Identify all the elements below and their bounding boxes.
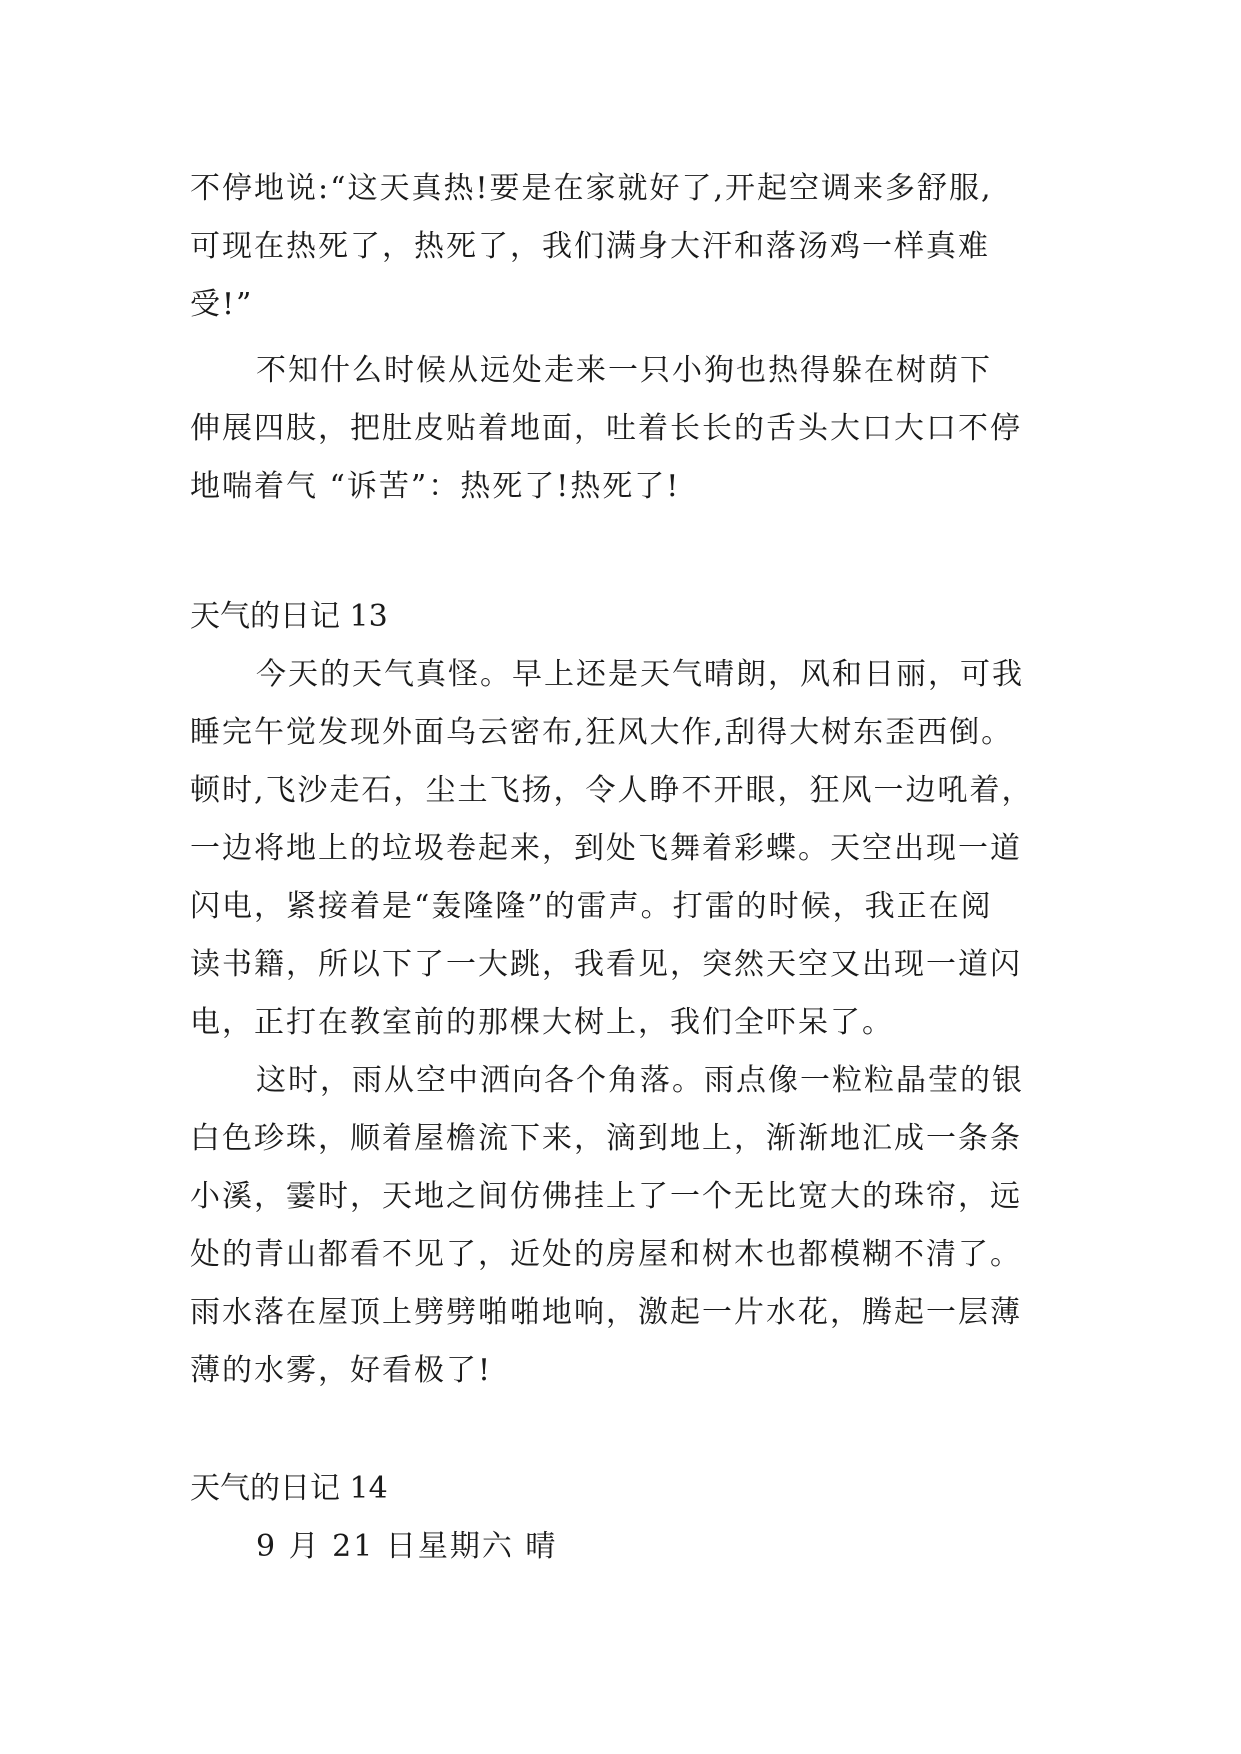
text-line: 小溪，霎时，天地之间仿佛挂上了一个无比宽大的珠帘，远 [190, 1179, 1022, 1214]
text-line: 睡完午觉发现外面乌云密布,狂风大作,刮得大树东歪西倒。 [190, 715, 1014, 750]
document-body [190, 160, 1060, 1576]
text-line: 可现在热死了，热死了，我们满身大汗和落汤鸡一样真难 [190, 229, 990, 264]
paragraph-dog [190, 342, 1060, 516]
text-line: 伸展四肢，把肚皮贴着地面，吐着长长的舌头大口大口不停 [190, 411, 1022, 446]
text-line: 闪电，紧接着是“轰隆隆”的雷声。打雷的时候，我正在阅 [190, 889, 993, 924]
text-line: 不停地说:“这天真热!要是在家就好了,开起空调来多舒服, [190, 171, 993, 206]
text-line: 薄的水雾，好看极了! [190, 1353, 493, 1388]
section-13-paragraph-2 [190, 1052, 1060, 1400]
text-line: 地喘着气 “诉苦”：热死了!热死了! [190, 469, 681, 504]
text-line: 不知什么时候从远处走来一只小狗也热得躲在树荫下 [256, 353, 992, 388]
text-line: 雨水落在屋顶上劈劈啪啪地响，激起一片水花，腾起一层薄 [190, 1295, 1022, 1330]
text-line: 这时，雨从空中洒向各个角落。雨点像一粒粒晶莹的银 [256, 1063, 1024, 1098]
text-line: 白色珍珠，顺着屋檐流下来，滴到地上，渐渐地汇成一条条 [190, 1121, 1022, 1156]
text-line: 读书籍，所以下了一大跳，我看见，突然天空又出现一道闪 [190, 947, 1022, 982]
section-13-paragraph-1 [190, 646, 1060, 1052]
text-line: 受!” [190, 287, 254, 322]
section-title-14: 天气的日记 14 [190, 1471, 388, 1506]
text-line: 一边将地上的垃圾卷起来，到处飞舞着彩蝶。天空出现一道 [190, 831, 1022, 866]
section-title-13: 天气的日记 13 [190, 599, 388, 634]
paragraph-continued [190, 160, 1060, 334]
text-line: 今天的天气真怪。早上还是天气晴朗，风和日丽，可我 [256, 657, 1024, 692]
text-line: 电，正打在教室前的那棵大树上，我们全吓呆了。 [190, 1005, 894, 1040]
text-line: 处的青山都看不见了，近处的房屋和树木也都模糊不清了。 [190, 1237, 1022, 1272]
text-line: 顿时,飞沙走石，尘土飞扬，令人睁不开眼，狂风一边吼着， [190, 773, 1034, 808]
date-line: 9 月 21 日星期六 晴 [256, 1529, 558, 1564]
